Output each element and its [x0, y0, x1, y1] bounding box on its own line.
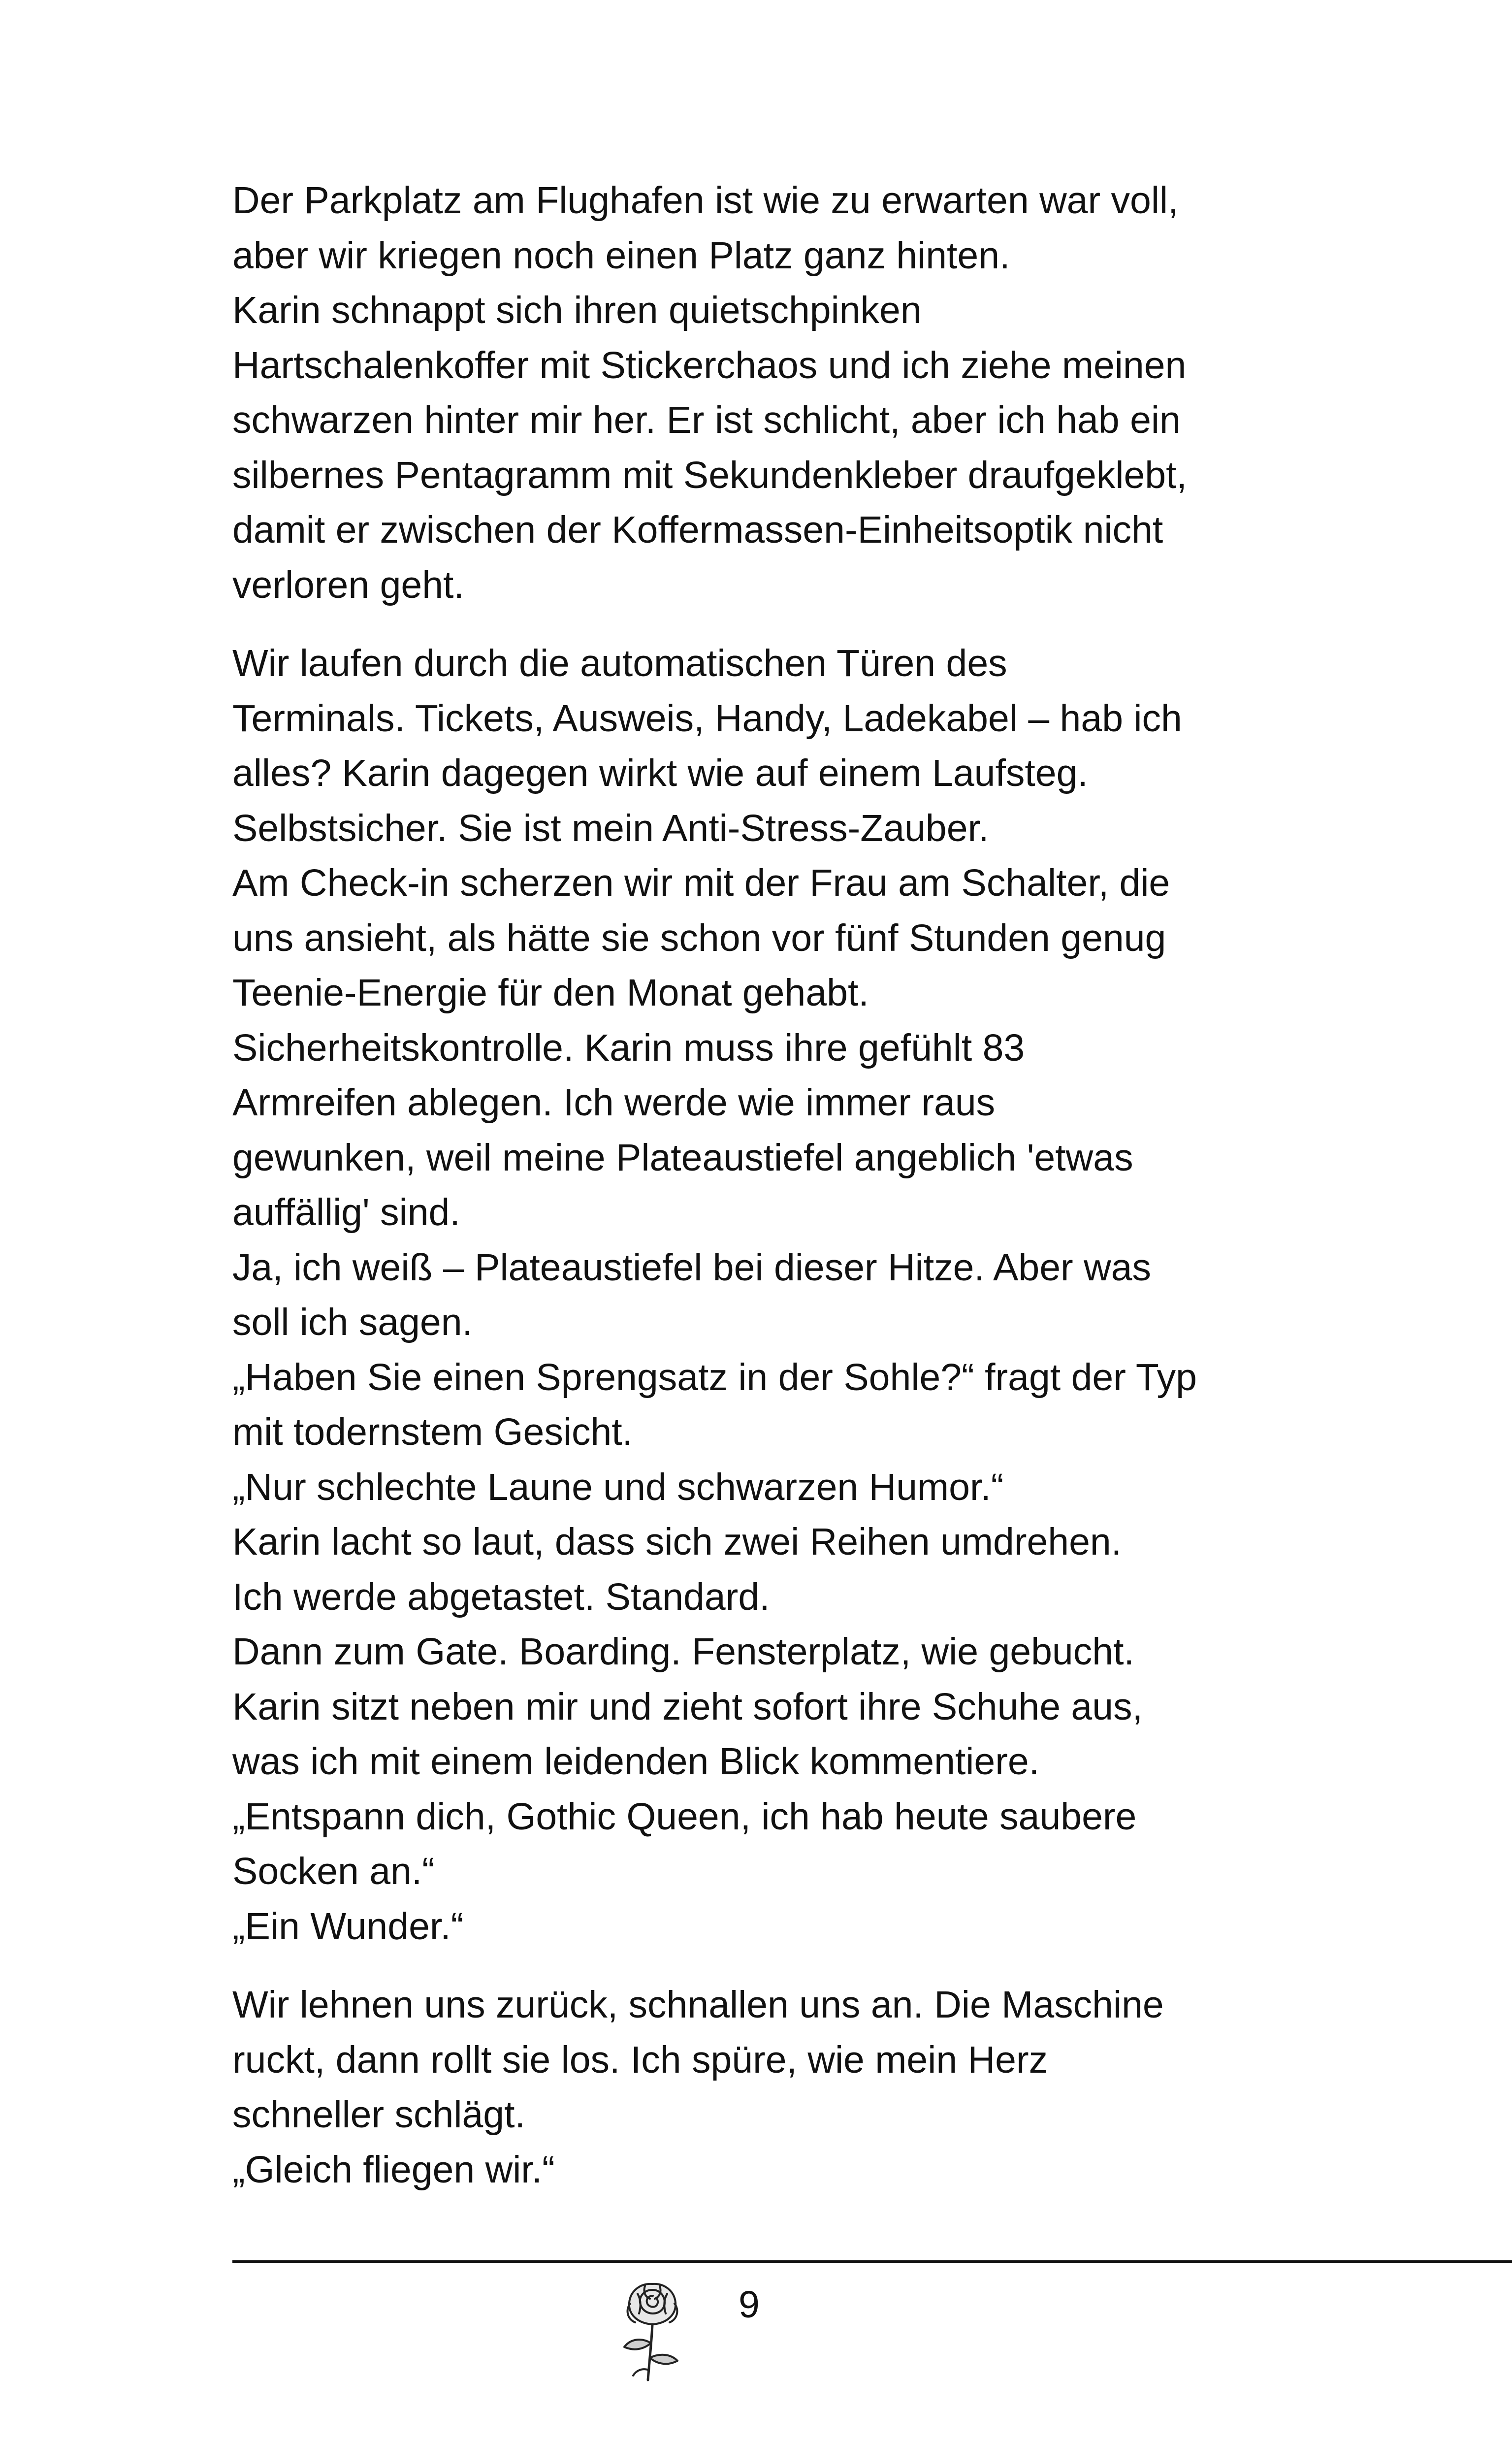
text-line: Wir lehnen uns zurück, schnallen uns an. Die Maschine — [232, 1984, 1164, 2026]
text-line: was ich mit einem leidenden Blick kommentiere. — [232, 1740, 1040, 1783]
text-line: „Entspann dich, Gothic Queen, ich hab heute saubere — [232, 1795, 1137, 1838]
text-line: Selbstsicher. Sie ist mein Anti-Stress-Zauber. — [232, 807, 989, 849]
text-line: damit er zwischen der Koffermassen-Einheitsoptik nicht — [232, 509, 1163, 551]
text-line: Ich werde abgetastet. Standard. — [232, 1575, 770, 1618]
text-line: „Haben Sie einen Sprengsatz in der Sohle?“ fragt der Typ — [232, 1356, 1197, 1399]
text-line: verloren geht. — [232, 563, 464, 606]
page-body — [232, 173, 1340, 2221]
text-line: Wir laufen durch die automatischen Türen des — [232, 642, 1007, 684]
text-line: uns ansieht, als hätte sie schon vor fünf Stunden genug — [232, 916, 1166, 959]
text-line: mit todernstem Gesicht. — [232, 1411, 633, 1453]
text-line: Socken an.“ — [232, 1850, 435, 1892]
text-line: „Gleich fliegen wir.“ — [232, 2148, 555, 2191]
text-line: ruckt, dann rollt sie los. Ich spüre, wie mein Herz — [232, 2038, 1048, 2081]
text-line: alles? Karin dagegen wirkt wie auf einem Laufsteg. — [232, 752, 1088, 794]
text-line: Am Check-in scherzen wir mit der Frau am Schalter, die — [232, 862, 1170, 904]
text-line: Armreifen ablegen. Ich werde wie immer raus — [232, 1081, 996, 1124]
text-line: Karin lacht so laut, dass sich zwei Reihen umdrehen. — [232, 1521, 1122, 1563]
text-line: „Ein Wunder.“ — [232, 1905, 464, 1948]
text-line: Karin sitzt neben mir und zieht sofort ihre Schuhe aus, — [232, 1685, 1143, 1728]
text-line: aber wir kriegen noch einen Platz ganz hinten. — [232, 234, 1010, 277]
text-line: „Nur schlechte Laune und schwarzen Humor.“ — [232, 1466, 1004, 1508]
text-line: gewunken, weil meine Plateaustiefel angeblich 'etwas — [232, 1136, 1133, 1179]
text-line: Karin schnappt sich ihren quietschpinken — [232, 289, 922, 331]
text-line: soll ich sagen. — [232, 1301, 473, 1343]
text-line: auffällig' sind. — [232, 1191, 460, 1234]
paragraph-3 — [232, 1978, 1340, 2197]
paragraph-2 — [232, 636, 1340, 1954]
text-line: Sicherheitskontrolle. Karin muss ihre gefühlt 83 — [232, 1026, 1025, 1069]
footer-divider — [232, 2260, 1512, 2263]
paragraph-1 — [232, 173, 1340, 613]
text-line: schwarzen hinter mir her. Er ist schlicht, aber ich hab ein — [232, 399, 1181, 441]
text-line: Teenie-Energie für den Monat gehabt. — [232, 972, 869, 1014]
text-line: silbernes Pentagramm mit Sekundenkleber draufgeklebt, — [232, 454, 1187, 496]
text-line: Hartschalenkoffer mit Stickerchaos und ich ziehe meinen — [232, 344, 1187, 387]
page-number: 9 — [739, 2283, 760, 2326]
rose-icon — [611, 2274, 694, 2387]
text-line: Terminals. Tickets, Ausweis, Handy, Ladekabel – hab ich — [232, 697, 1182, 740]
text-line: schneller schlägt. — [232, 2093, 525, 2136]
text-line: Ja, ich weiß – Plateaustiefel bei dieser Hitze. Aber was — [232, 1246, 1152, 1289]
text-line: Der Parkplatz am Flughafen ist wie zu erwarten war voll, — [232, 179, 1179, 222]
text-line: Dann zum Gate. Boarding. Fensterplatz, wie gebucht. — [232, 1630, 1134, 1673]
